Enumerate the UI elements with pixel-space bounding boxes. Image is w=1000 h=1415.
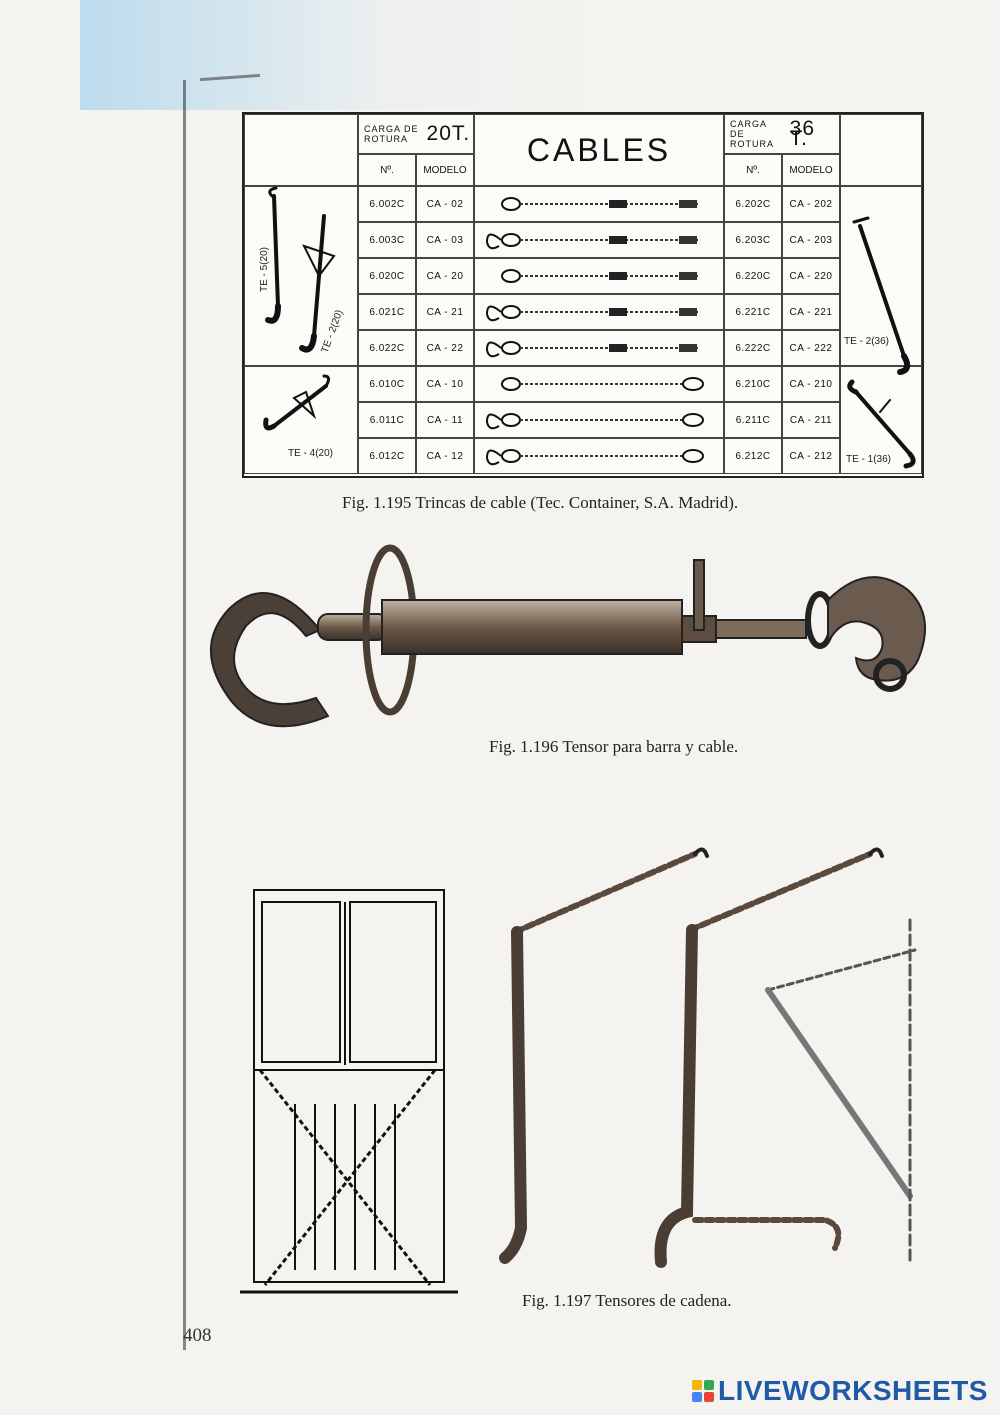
rotura-label-left: ROTURA [364, 134, 408, 144]
tensor-te1-36-handle [880, 400, 890, 412]
row-no-left: 6.010C [358, 366, 416, 402]
row-model-right: CA - 221 [782, 294, 840, 330]
chain-lash-2 [265, 1070, 435, 1285]
lever-1 [505, 932, 521, 1258]
tensor-te1-36-bar [856, 392, 910, 454]
lever-3 [768, 990, 910, 1196]
tensor-te2-36-handle [854, 218, 868, 222]
tensor-te1-36-hook-top [850, 382, 856, 392]
row-model-right: CA - 222 [782, 330, 840, 366]
load-value-right: 36 T. [789, 117, 815, 150]
row-no-left: 6.003C [358, 222, 416, 258]
cable-drawing-cell [474, 402, 724, 438]
row-no-right: 6.203C [724, 222, 782, 258]
left-shank [318, 614, 388, 640]
row-model-left: CA - 10 [416, 366, 474, 402]
tensor-te2-hook [302, 336, 314, 350]
container-bottom-frame [254, 1070, 444, 1282]
caption-fig-1196: Fig. 1.196 Tensor para barra y cable. [489, 737, 739, 756]
row-model-right: CA - 202 [782, 186, 840, 222]
liveworksheets-brand[interactable] [692, 1376, 988, 1406]
row-model-left: CA - 11 [416, 402, 474, 438]
row-model-left: CA - 21 [416, 294, 474, 330]
row-no-right: 6.221C [724, 294, 782, 330]
chain-2-lower [695, 1220, 838, 1248]
tensor-te2-36-hook [900, 356, 907, 372]
cable-drawing-cell [474, 330, 724, 366]
cable-icon [479, 192, 719, 216]
label-te2-20: TE - 2(20) [319, 308, 346, 355]
row-model-left: CA - 03 [416, 222, 474, 258]
header-load-right [724, 114, 840, 154]
row-no-left: 6.021C [358, 294, 416, 330]
row-no-left: 6.011C [358, 402, 416, 438]
row-no-right: 6.220C [724, 258, 782, 294]
cable-drawing-cell [474, 222, 724, 258]
caption-fig-1197: Fig. 1.197 Tensores de cadena. [522, 1291, 732, 1310]
row-model-left: CA - 02 [416, 186, 474, 222]
row-model-left: CA - 12 [416, 438, 474, 474]
tensor-te4-hook [266, 420, 274, 428]
tensor-drawings-right [840, 186, 922, 474]
row-model-right: CA - 210 [782, 366, 840, 402]
header-empty-left [244, 114, 358, 186]
chain-3 [768, 950, 915, 990]
tensor-bar-cable-illustration [200, 540, 930, 730]
tensor-body [382, 600, 682, 654]
row-no-right: 6.211C [724, 402, 782, 438]
liveworksheets-logo-icon [692, 1380, 714, 1402]
tensor-te5-bar [274, 196, 278, 306]
row-model-right: CA - 211 [782, 402, 840, 438]
row-model-left: CA - 22 [416, 330, 474, 366]
cables-table [242, 112, 924, 478]
row-model-right: CA - 203 [782, 222, 840, 258]
cable-icon [479, 300, 719, 324]
tommy-bar [694, 560, 704, 630]
row-model-right: CA - 220 [782, 258, 840, 294]
table-title: CABLES [474, 114, 724, 186]
left-hook-icon [211, 593, 328, 726]
col-modelo-left: MODELO [416, 154, 474, 186]
cable-icon [479, 444, 719, 468]
row-no-right: 6.210C [724, 366, 782, 402]
carga-label-left: CARGA DE [364, 124, 419, 134]
tensor-drawings-left [244, 186, 358, 474]
scan-glare [80, 0, 600, 110]
chain-2 [690, 854, 870, 930]
page-number: 408 [183, 1325, 212, 1346]
cable-icon [479, 264, 719, 288]
row-no-left: 6.022C [358, 330, 416, 366]
brand-text: LIVEWORKSHEETS [718, 1375, 988, 1406]
cable-drawing-cell [474, 438, 724, 474]
label-te5: TE - 5(20) [259, 246, 271, 293]
container-door-right [350, 902, 436, 1062]
carga-label-right: CARGA DE [730, 119, 767, 139]
lever-2 [661, 930, 692, 1262]
container-lashing-illustration [240, 880, 460, 1310]
label-te4: TE - 4(20) [288, 448, 334, 459]
container-door-left [262, 902, 340, 1062]
col-no-left: Nº. [358, 154, 416, 186]
label-te2-36: TE - 2(36) [844, 336, 890, 347]
col-no-right: Nº. [724, 154, 782, 186]
col-modelo-right: MODELO [782, 154, 840, 186]
cable-icon [479, 336, 719, 360]
header-empty-right [840, 114, 922, 186]
label-te1-36: TE - 1(36) [846, 454, 892, 465]
load-value-left: 20T. [426, 122, 471, 145]
cable-drawing-cell [474, 366, 724, 402]
rotura-label-right: ROTURA [730, 139, 774, 149]
tensor-te2-36-bar [860, 226, 904, 356]
row-no-left: 6.002C [358, 186, 416, 222]
row-no-right: 6.212C [724, 438, 782, 474]
cable-icon [479, 228, 719, 252]
margin-line [183, 80, 186, 1350]
row-model-right: CA - 212 [782, 438, 840, 474]
row-model-left: CA - 20 [416, 258, 474, 294]
row-no-right: 6.202C [724, 186, 782, 222]
cable-drawing-cell [474, 186, 724, 222]
cable-drawing-cell [474, 258, 724, 294]
tensor-te4-bar [274, 386, 326, 426]
container-corrugation [295, 1104, 395, 1270]
chain-1 [515, 854, 695, 932]
caption-fig-1195: Fig. 1.195 Trincas de cable (Tec. Container, S.A. Madrid). [342, 493, 739, 512]
row-no-right: 6.222C [724, 330, 782, 366]
cable-drawing-cell [474, 294, 724, 330]
chain-lash-1 [260, 1070, 430, 1285]
cable-icon [479, 408, 719, 432]
cable-icon [479, 372, 719, 396]
tensor-te1-36-hook-bottom [906, 454, 913, 466]
right-shank [716, 620, 806, 638]
header-load-left [358, 114, 474, 154]
row-no-left: 6.012C [358, 438, 416, 474]
row-no-left: 6.020C [358, 258, 416, 294]
tensor-te5-hook [268, 306, 278, 321]
chain-tensors-illustration [485, 840, 915, 1280]
